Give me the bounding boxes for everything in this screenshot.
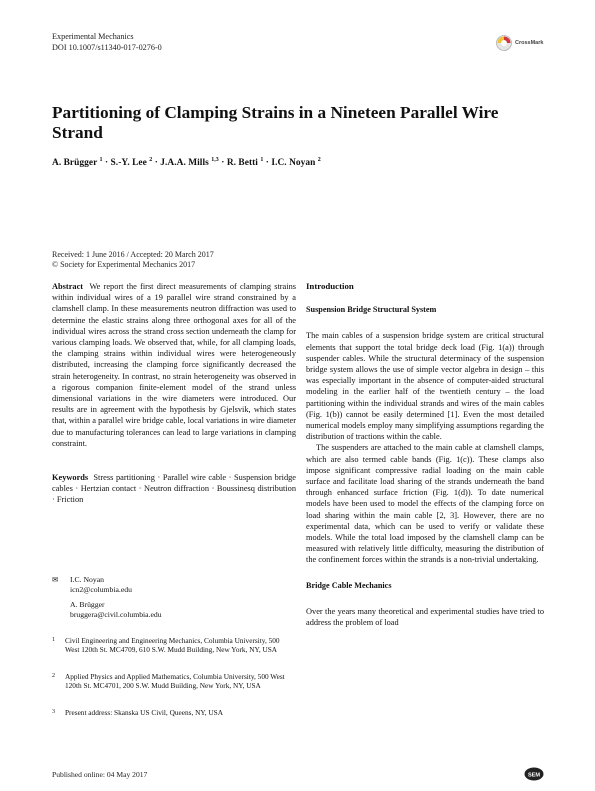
doi[interactable]: DOI 10.1007/s11340-017-0276-0 [52, 43, 162, 52]
affiliation [52, 636, 296, 655]
corresponding-contacts [52, 575, 296, 620]
received-line: Received: 1 June 2016 / Accepted: 20 March 2017 [52, 250, 214, 259]
body-paragraph: The suspenders are attached to the main cable at clamshell clamps, which are also termed cable bands (Fig. 1(c)). These clamps also impose significant compressive radial loading on the main cable surface and facilitate load sharing of the strands underneath the band through enhanced surface friction (Fig. 1(d)). To date numerical models have been used to model the effects of the clamping force on load sharing within the main cable [2, 3]. However, there are no experimental data, which can be used to verify or validate these models. While the total load imposed by the clamshell clamp can be measured with relatively little difficulty, measuring the distribution of the confinement forces within the strands is a non-trivial undertaking. [306, 443, 544, 565]
author-name[interactable]: I.C. Noyan [271, 158, 318, 169]
author-name[interactable]: S.-Y. Lee [110, 158, 150, 169]
affiliation-text: Civil Engineering and Engineering Mechanics, Columbia University, 500 West 120th St. MC4709, 610 S.W. Mudd Building, New York, NY, USA [65, 636, 280, 655]
crossmark-label: CrossMark [515, 40, 544, 46]
journal-name: Experimental Mechanics [52, 32, 134, 41]
author-separator: · [102, 158, 111, 169]
author-list [52, 157, 321, 168]
affiliation-number: 3 [52, 709, 55, 715]
journal-header [52, 31, 162, 53]
keywords-text: Stress partitioning · Parallel wire cable · Suspension bridge cables · Hertzian contact · Neutron diffraction · Boussinesq distribution · Friction [52, 473, 296, 505]
affiliation-number: 1 [52, 637, 55, 643]
left-column [52, 281, 296, 506]
sem-logo-icon [524, 767, 544, 781]
sem-logo [524, 767, 544, 786]
keywords [52, 472, 296, 506]
contact-name: A. Brügger [70, 600, 105, 609]
contact-email[interactable]: bruggera@civil.columbia.edu [70, 610, 162, 619]
body-paragraph: Over the years many theoretical and experimental studies have tried to address the problem of load [306, 606, 544, 628]
affiliation-text: Present address: Skanska US Civil, Queens, NY, USA [65, 708, 223, 717]
copyright-line: © Society for Experimental Mechanics 2017 [52, 260, 196, 269]
author-separator: · [218, 158, 227, 169]
contact-email[interactable]: icn2@columbia.edu [70, 585, 132, 594]
author-affiliation-mark: 2 [149, 157, 153, 163]
subsection-heading: Suspension Bridge Structural System [306, 305, 437, 315]
subsection-heading: Bridge Cable Mechanics [306, 580, 392, 590]
author-separator: · [263, 158, 272, 169]
crossmark-icon [496, 35, 512, 51]
author-affiliation-mark: 1 [260, 157, 264, 163]
keywords-label: Keywords [52, 473, 89, 483]
abstract [52, 281, 296, 449]
affiliation [52, 672, 296, 691]
author-name[interactable]: R. Betti [226, 158, 261, 169]
sem-logo-text: SEM [527, 772, 541, 779]
abstract-label: Abstract [52, 282, 84, 291]
contact-entry [52, 575, 296, 595]
affiliation-text: Applied Physics and Applied Mathematics, Columbia University, 500 West 120th St. MC4701, 200 S.W. Mudd Building, New York, NY, USA [65, 672, 285, 691]
section-heading-introduction: Introduction [306, 281, 354, 291]
paper-title: Partitioning of Clamping Strains in a Nineteen Parallel Wire Strand [52, 103, 499, 142]
contact-entry [52, 600, 296, 620]
author-affiliation-mark: 2 [317, 157, 321, 163]
affiliation-number: 2 [52, 673, 55, 679]
published-online: Published online: 04 May 2017 [52, 770, 148, 779]
affiliation [52, 708, 296, 717]
envelope-icon: ✉ [52, 575, 59, 584]
right-column [306, 281, 544, 628]
publication-dates [52, 250, 214, 270]
body-paragraph: The main cables of a suspension bridge system are critical structural elements that support the total bridge deck load (Fig. 1(a)) through suspender cables. While the structural determinacy of the suspension bridge system allows the use of simple vector algebra in design – this was especially important in the absence of computer-aided structural modeling in the earlier half of the twentieth century – the load partitioning within the individual strands and wires of the main cables (Fig. 1(b)) cannot be easily determined [1]. Even the most detailed numerical models employ many simplifying assumptions regarding the distribution of tractions within the cable. [306, 331, 544, 442]
author-name[interactable]: A. Brügger [52, 158, 100, 169]
author-name[interactable]: J.A.A. Mills [160, 158, 212, 169]
author-affiliation-mark: 1 [99, 157, 103, 163]
crossmark-badge[interactable] [496, 35, 543, 51]
abstract-text: We report the first direct measurements of clamping strains within individual wires of a 19 parallel wire strand constrained by a clamshell clamp. In these measurements neutron diffraction was used to determine the elastic strains along three orthogonal axes for all of the individual wires across the strand cross section underneath the clamp for various clamping loads. We observed that, while, for all clamping loads, the clamping strains within individual wires were heterogeneously distributed, increasing the clamping force significantly decreased the strain heterogeneity. In contrast, no strain heterogeneity was observed in a rigorous companion finite-element model of the strand unless dimensional variations in the wire diameters were introduced. Our results are in agreement with the hypothesis by Gjelsvik, which states that, within a parallel wire bridge cable, local variations in wire diameter due to manufacturing tolerances can lead to large variations in clamping constraint. [52, 282, 296, 448]
contact-name: I.C. Noyan [70, 575, 104, 584]
author-separator: · [152, 158, 161, 169]
author-affiliation-mark: 1,3 [211, 157, 219, 163]
